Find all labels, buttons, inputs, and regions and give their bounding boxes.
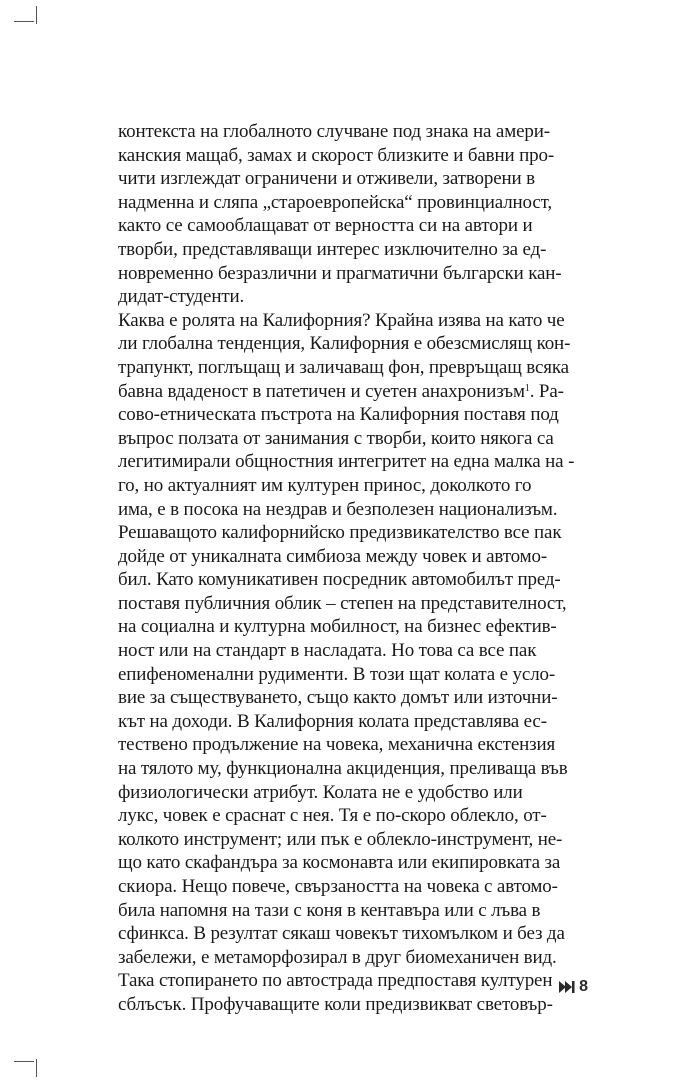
text-line: го, но актуалният им културен принос, доколкото го — [118, 474, 532, 496]
text-line: чити изглеждат ограничени и отживели, затворени в — [118, 168, 535, 190]
text-line: въпрос ползата от занимания с творби, които някога са — [118, 427, 554, 449]
text-line: има, е в посока на нездрав и безполезен национализъм. — [118, 498, 558, 520]
text-line-with-footnote — [118, 380, 593, 404]
text-line: колкото инструмент; или пък е облекло-инструмент, не- — [118, 828, 563, 850]
text-line: кът на доходи. В Калифорния колата представлява ес- — [118, 710, 547, 732]
text-line: Така стопирането по автострада предпоставя културен — [118, 970, 553, 992]
page-folio — [559, 978, 588, 996]
text-line-segment: бавна вдаденост в патетичен и суетен анахронизъм — [118, 380, 525, 402]
text-line: както се самообл​ащават от верността си на автори и — [118, 215, 533, 237]
crop-mark-bottom-left-horizontal — [14, 1061, 34, 1062]
text-line: творби, представляващи интерес изключително за ед- — [118, 238, 547, 260]
text-line: сфинкса. В резултат сякаш човекът тихомълком и без да — [118, 923, 565, 945]
text-line-segment: . Ра- — [529, 380, 564, 402]
text-line: легитимирали общностния интегритет на една малка на - — [118, 451, 575, 473]
text-line: физиологически атрибут. Колата не е удобство или — [118, 781, 523, 803]
text-line: що като скафандъра за космонавта или екипировката за — [118, 852, 561, 874]
text-line: скиора. Нещо повече, свързаността на човека с автомо- — [118, 876, 558, 897]
page-number: 8 — [579, 978, 588, 995]
text-line: сово-етническата пъстрота на Калифорния поставя под — [118, 404, 559, 426]
text-line: Каква е ролята на Калифорния? Крайна изява на като че — [118, 309, 565, 331]
text-line: епифеноменални рудименти. В този щат колата е усло- — [118, 663, 556, 685]
crop-mark-top-left-vertical — [36, 6, 37, 24]
text-line: вие за съществуването, също както домът или източни- — [118, 687, 558, 709]
text-line: дидат-студенти. — [118, 286, 245, 308]
text-line: ност или на стандарт в насладата. Но това са все пак — [118, 640, 537, 662]
text-line: новременно безразлични и прагматични български кан- — [118, 262, 562, 284]
crop-mark-top-left-horizontal — [14, 21, 34, 22]
text-line: на социална и културна мобилност, на бизнес ефектив- — [118, 616, 557, 638]
text-line: ли глобална тенденция, Калифорния е обезсмислящ кон- — [118, 333, 571, 355]
body-text — [118, 120, 593, 1017]
text-line: бил. Като комуникативен посредник автомобилът пред- — [118, 569, 561, 591]
text-line: сблъсък. Профучаващите коли предизвикват световър- — [118, 993, 553, 1015]
text-line: канския мащаб, замах и скорост близките и бавни про- — [118, 144, 555, 166]
text-line: дойде от уникалната симбиоза между човек и автомо- — [118, 545, 548, 567]
text-line: на тялото му, функционална акциденция, преливаща във — [118, 758, 568, 780]
fast-forward-arrow-icon — [559, 981, 575, 993]
text-line: тествено продължение на човека, механична екстензия — [118, 734, 556, 756]
text-line: лукс, човек е сраснат с нея. Тя е по-скоро облекло, от- — [118, 805, 547, 827]
text-line: била напомня на тази с коня в кентавъра или с лъва в — [118, 899, 541, 921]
text-line: Решаващото калифорнийско предизвикателство все пак — [118, 522, 562, 544]
footnote-marker[interactable]: 1 — [524, 382, 530, 394]
text-line: забележи, е метаморфозирал в друг биомеханичен вид. — [118, 946, 557, 968]
crop-mark-bottom-left-vertical — [36, 1059, 37, 1077]
text-line: контекста на глобалното случване под знака на амери- — [118, 121, 550, 142]
text-line: трапункт, поглъщащ и заличаващ фон, превръщащ всяка — [118, 356, 569, 378]
text-line: надменна и сляпа „староевропейска“ провинциалност, — [118, 191, 552, 213]
text-line: поставя публичния облик – степен на представителност, — [118, 592, 567, 614]
